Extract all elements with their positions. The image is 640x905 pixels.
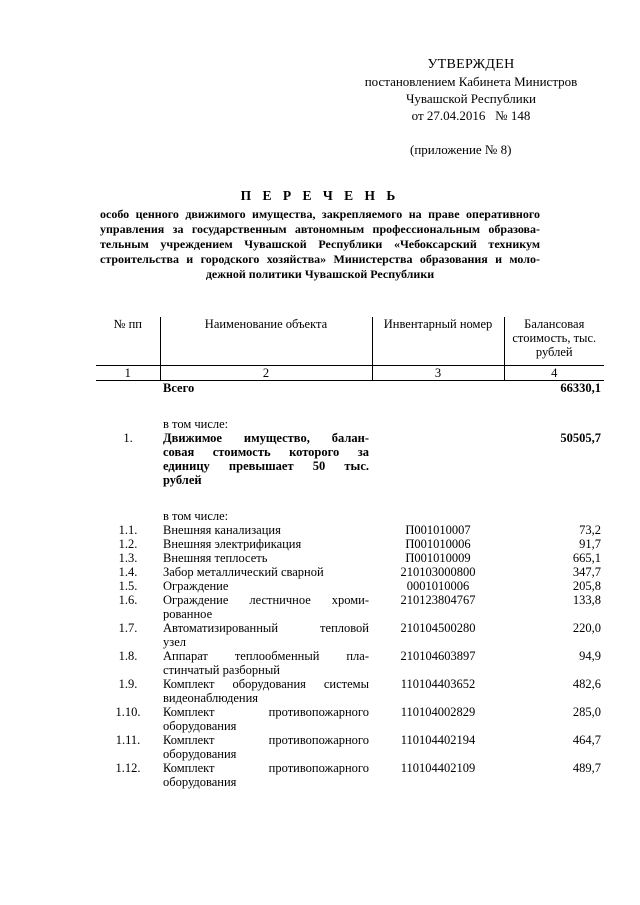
item-inventory: 210104603897: [400, 649, 476, 663]
table-row: 1.3. Внешняя теплосеть П001010009 665,1: [96, 551, 604, 565]
item-name: Забор металлический сварной: [163, 565, 324, 579]
item-value: 73,2: [579, 523, 601, 537]
item-name: Внешняя электрификация: [163, 537, 302, 551]
table-row: 1.5. Ограждение 0001010006 205,8: [96, 579, 604, 593]
item-inventory: П001010007: [405, 523, 471, 537]
item-name: Комплект противопожарного оборудования: [163, 705, 369, 733]
approval-head: УТВЕРЖДЕН: [427, 57, 515, 72]
item-inventory: 110104002829: [400, 705, 476, 719]
item-inventory: П001010009: [405, 551, 471, 565]
table-row: 1.10. Комплект противопожарного оборудования 110104002829 285,0: [96, 705, 604, 733]
column-number: 2: [160, 366, 372, 381]
group-name: Движимое имущество, балан- совая стоимость которого за единицу превышает 50 тыс. рублей: [163, 431, 369, 487]
total-value: 66330,1: [560, 381, 601, 395]
item-name: Комплект противопожарного оборудования: [163, 733, 369, 761]
column-number-row: [96, 366, 604, 381]
item-name: Внешняя теплосеть: [163, 551, 268, 565]
group-value: 50505,7: [560, 431, 601, 445]
document-subtitle: особо ценного движимого имущества, закрепляемого на праве оперативного управления за государственным автономным профессиональным образова-тельным учреждением Чувашской Республики «Чебоксарский техникум строительства и городского хозяйства» Министерства образования и моло-дежной политики Чувашской Республики: [100, 207, 540, 281]
approval-line: постановлением Кабинета Министров: [364, 74, 578, 89]
table-row: 1.2. Внешняя электрификация П001010006 91,7: [96, 537, 604, 551]
table-row: 1.11. Комплект противопожарного оборудования 110104402194 464,7: [96, 733, 604, 761]
item-inventory: 210104500280: [400, 621, 476, 635]
column-number: 1: [96, 366, 160, 381]
approval-stamp: [346, 56, 596, 124]
item-inventory: 110104403652: [400, 677, 476, 691]
item-value: 133,8: [572, 593, 601, 607]
item-name: Комплект противопожарного оборудования: [163, 761, 369, 789]
item-value: 347,7: [572, 565, 601, 579]
item-inventory: 210123804767: [400, 593, 476, 607]
table-row: 1.12. Комплект противопожарного оборудования 110104402109 489,7: [96, 761, 604, 789]
item-name: Аппарат теплообменный пла- стинчатый разборный: [163, 649, 369, 677]
table-row: 1.7. Автоматизированный тепловой узел 210104500280 220,0: [96, 621, 604, 649]
item-value: 205,8: [572, 579, 601, 593]
item-value: 285,0: [572, 705, 601, 719]
item-inventory: 0001010006: [406, 579, 470, 593]
column-header-inventory: Инвентарный номер: [372, 317, 504, 366]
item-value: 94,9: [579, 649, 601, 663]
column-number: 4: [504, 366, 604, 381]
group-row: [96, 431, 604, 487]
table-row: 1.4. Забор металлический сварной 210103000800 347,7: [96, 565, 604, 579]
table-row: 1.8. Аппарат теплообменный пла- стинчатый разборный 210104603897 94,9: [96, 649, 604, 677]
item-value: 482,6: [572, 677, 601, 691]
column-number: 3: [372, 366, 504, 381]
row-number: 1.: [123, 431, 133, 445]
item-name: Комплект оборудования системы видеонаблюдения: [163, 677, 369, 705]
including-row: [96, 417, 604, 431]
column-header-value: Балансовая стоимость, тыс. рублей: [504, 317, 604, 366]
item-inventory: П001010006: [405, 537, 471, 551]
column-header-name: Наименование объекта: [160, 317, 372, 366]
approval-line: Чувашской Республики: [405, 91, 537, 106]
approval-date: от 27.04.2016 № 148: [411, 108, 531, 123]
including-label: в том числе:: [163, 509, 229, 523]
table-header-row: [96, 317, 604, 366]
item-name: Внешняя канализация: [163, 523, 281, 537]
document-title: П Е Р Е Ч Е Н Ь: [240, 188, 400, 203]
item-inventory: 110104402194: [400, 733, 476, 747]
item-inventory: 110104402109: [400, 761, 476, 775]
item-name: Автоматизированный тепловой узел: [163, 621, 369, 649]
total-label: Всего: [163, 381, 195, 395]
table-row: 1.1. Внешняя канализация П001010007 73,2: [96, 523, 604, 537]
total-row: [96, 381, 604, 396]
including-row: [96, 509, 604, 523]
appendix-note: (приложение № 8): [410, 142, 512, 157]
item-value: 91,7: [579, 537, 601, 551]
table-row: 1.6. Ограждение лестничное хроми- рованное 210123804767 133,8: [96, 593, 604, 621]
property-table: [96, 317, 604, 789]
including-label: в том числе:: [163, 417, 229, 431]
item-value: 220,0: [572, 621, 601, 635]
item-name: Ограждение лестничное хроми- рованное: [163, 593, 369, 621]
item-value: 464,7: [572, 733, 601, 747]
column-header-num: № пп: [96, 317, 160, 366]
item-value: 489,7: [572, 761, 601, 775]
item-inventory: 210103000800: [400, 565, 476, 579]
item-name: Ограждение: [163, 579, 229, 593]
table-row: 1.9. Комплект оборудования системы видеонаблюдения 110104403652 482,6: [96, 677, 604, 705]
item-value: 665,1: [572, 551, 601, 565]
